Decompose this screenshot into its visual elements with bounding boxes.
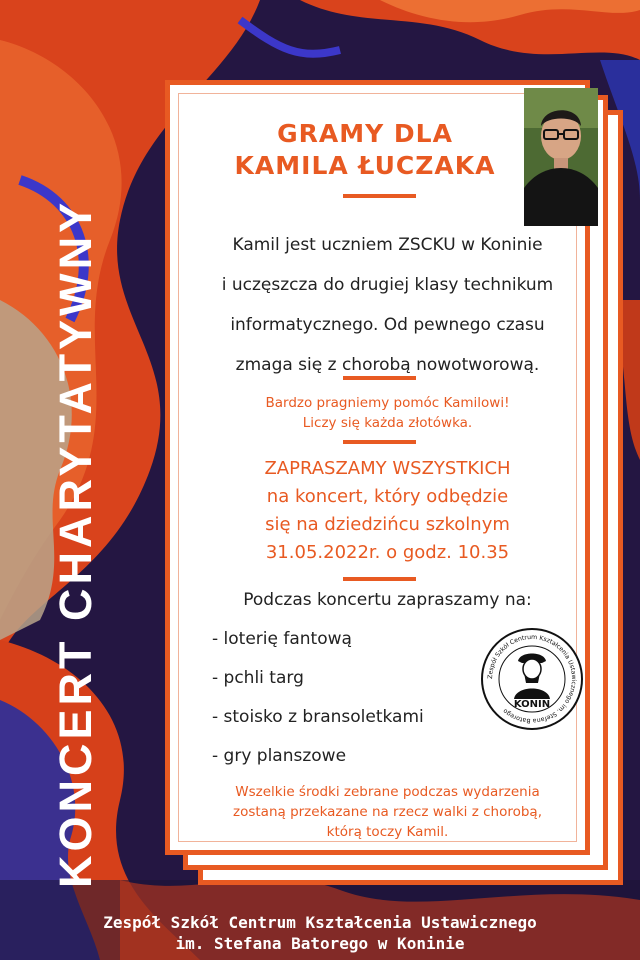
list-item: - loterię fantową [212, 629, 352, 649]
divider-1 [343, 194, 416, 198]
closing-line: Wszelkie środki zebrane podczas wydarzenia [235, 784, 540, 800]
closing-line: zostaną przekazane na rzecz walki z chorobą, [233, 804, 542, 820]
intro-paragraph [190, 225, 585, 385]
seal-label: KONIN [513, 699, 551, 710]
donation-plea [190, 393, 585, 433]
list-item: - stoisko z bransoletkami [212, 707, 424, 727]
school-seal-icon [480, 627, 584, 731]
heading-line-1: GRAMY DLA [277, 119, 453, 148]
campaign-heading [215, 118, 515, 182]
list-item: - pchli targ [212, 668, 304, 688]
footer-line: im. Stefana Batorego w Koninie [175, 934, 465, 953]
intro-line: i uczęszcza do drugiej klasy technikum [221, 275, 554, 295]
attractions-intro: Podczas koncertu zapraszamy na: [243, 590, 532, 610]
heading-line-2: KAMILA ŁUCZAKA [234, 151, 496, 180]
invite-line: 31.05.2022r. o godz. 10.35 [265, 542, 510, 563]
vertical-event-title: KONCERT CHARYTATYWNY [50, 198, 101, 888]
divider-4 [343, 577, 416, 581]
school-name-footer [0, 912, 640, 954]
intro-line: informatycznego. Od pewnego czasu [230, 315, 545, 335]
plea-line: Liczy się każda złotówka. [302, 415, 473, 431]
closing-note [190, 782, 585, 842]
invite-line: się na dziedzińcu szkolnym [265, 514, 510, 535]
plea-line: Bardzo pragniemy pomóc Kamilowi! [265, 395, 510, 411]
divider-2 [343, 376, 416, 380]
intro-line: zmaga się z chorobą nowotworową. [235, 355, 540, 375]
closing-line: którą toczy Kamil. [326, 824, 449, 840]
seal-ring-text: Zespół Szkół Centrum Kształcenia Ustawicznego im. Stefana Batorego [486, 633, 578, 725]
invite-line: na koncert, który odbędzie [266, 486, 509, 507]
list-item: - gry planszowe [212, 746, 347, 766]
footer-line: Zespół Szkół Centrum Kształcenia Ustawicznego [103, 913, 537, 932]
invite-line: ZAPRASZAMY WSZYSTKICH [264, 458, 511, 479]
intro-line: Kamil jest uczniem ZSCKU w Koninie [232, 235, 543, 255]
portrait-photo [524, 88, 598, 226]
attractions-list [212, 625, 424, 781]
divider-3 [343, 440, 416, 444]
concert-invitation [190, 455, 585, 567]
